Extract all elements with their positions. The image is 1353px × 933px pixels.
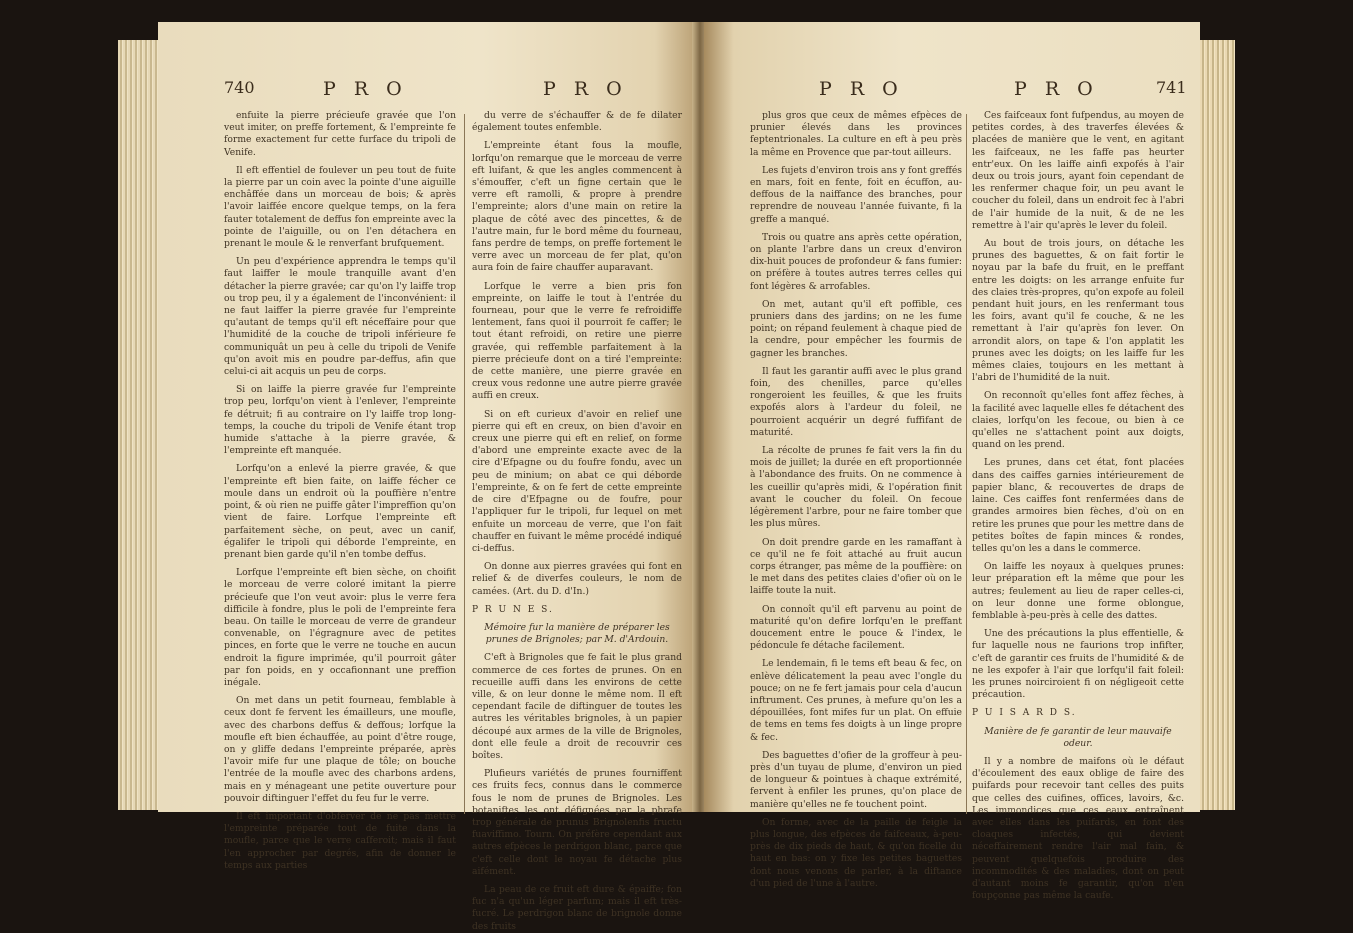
paragraph: Il y a nombre de maifons où le défaut d'écoulement des eaux oblige de faire des puifards pour recevoir tant celles des puits que celles des cuifines, offices, lavoirs, &c. Les immondices que ces eaux entraînent avec elles dans les puifards, en font des cloaques infectés, qui devient néceffairement rendre l'air mal fain, & peuvent quelquefois produire des incommodités & des maladies, dont on peut d'autant moins fe garantir, qu'on n'en foupçonne pas même la caufe. <box>972 755 1184 902</box>
paragraph: Les prunes, dans cet état, font placées dans des caiffes garnies intérieurement de papier blanc, & recouvertes de draps de laine. Ces caiffes font renfermées dans de grandes armoires bien fèches, d'où on en retire les prunes que pour les mettre dans de petites boîtes de fapin minces & rondes, telles qu'on les a dans le commerce. <box>972 457 1184 554</box>
left-page <box>158 22 698 932</box>
right-page <box>704 22 1200 902</box>
paragraph: On reconnoît qu'elles font affez fèches, à la facilité avec laquelle elles fe détachent des claies, lorfqu'on les fecoue, ou bien à ce qu'elles ne s'attachent point aux doigts, quand on les prend. <box>972 390 1184 451</box>
paragraph: P R U N E S. <box>472 604 554 615</box>
paragraph: Manière de fe garantir de leur mauvaife odeur. <box>984 725 1172 749</box>
paragraph: Si on eft curieux d'avoir en relief une pierre qui eft en creux, on bien d'avoir en creux une pierre qui eft en relief, on forme d'abord une empreinte exacte avec de la cire d'Efpagne ou du foufre fondu, avec un peu de minium; on abat ce qui déborde l'empreinte, & on fe fert de cette empreinte de cire d'Efpagne ou de foufre, pour l'appliquer fur le tripoli, fur lequel on met enfuite un morceau de verre, que l'on fait chauffer en fuivant le même procédé indiqué ci-deffus. <box>472 408 682 554</box>
left-page-header-1: P R O <box>323 78 408 100</box>
paragraph: On donne aux pierres gravées qui font en relief & de diverfes couleurs, le nom de camées. (Art. du D. d'In.) <box>472 561 682 597</box>
paragraph: On met dans un petit fourneau, femblable à ceux dont fe fervent les émailleurs, une moufle, avec des charbons deffus & deffous; lorfque la moufle eft bien échauffée, au point d'être rouge, on y gliffe dedans l'empreinte préparée, après l'avoir mife fur une plaque de tôle; on bouche l'entrée de la moufle avec des charbons ardens, mais en y ménageant une petite ouverture pour pouvoir diftinguer l'effet du feu fur le verre. <box>224 695 456 804</box>
paragraph: Des baguettes d'ofier de la groffeur à peu-près d'un tuyau de plume, d'environ un pied de longueur & pointues à chaque extrémité, fervent à enfiler les prunes, qu'on place de manière qu'elles ne fe touchent point. <box>750 749 962 810</box>
paragraph: P U I S A R D S. <box>972 708 1077 719</box>
right-page-header-1: P R O <box>819 78 904 100</box>
paragraph: Le lendemain, fi le tems eft beau & fec, on enlève délicatement la peau avec l'ongle du pouce; on ne fe fert jamais pour cela d'aucun inftrument. Ces prunes, à mefure qu'on les a dépouillées, font mifes fur un plat. On effuie de tems en tems fes doigts à un linge propre & fec. <box>750 658 962 743</box>
left-page-header-2: P R O <box>543 78 628 100</box>
right-page-column-1 <box>750 110 962 889</box>
paragraph: Mémoire fur la manière de préparer les prunes de Brignoles; par M. d'Ardouin. <box>484 621 670 646</box>
paragraph: Un peu d'expérience apprendra le temps qu'il faut laiffer le moule tranquille avant d'en détacher la pierre gravée; car qu'on l'y laiffe trop ou trop peu, il y a également de l'inconvénient: il ne faut laiffer la pierre gravée fur l'empreinte qu'autant de temps qu'il eft néceffaire pour que l'humidité de la couche de tripoli inférieure fe communiquât un peu à celle du tripoli de Venife qu'on avoit mis en poudre par-deffus, afin que celui-ci ait acquis un peu de corps. <box>224 256 456 378</box>
paragraph: Lorfqu'on a enlevé la pierre gravée, & que l'empreinte eft bien faite, on laiffe fécher ce moule dans un endroit où la pouffière n'entre point, & où rien ne puiffe gâter l'impreffion qu'on vient de faire. Lorfque l'empreinte eft parfaitement sèche, on peut, avec un canif, égalifer le tripoli qui déborde l'empreinte, en prenant bien garde qu'il n'en tombe deffus. <box>224 463 456 560</box>
paragraph: Il eft important d'obferver de ne pas mettre l'empreinte préparée tout de fuite dans la moufle, parce que le verre caſferoit; mais il faut l'en approcher par degrés, afin de donner le temps aux parties <box>224 810 456 871</box>
paragraph: Les fujets d'environ trois ans y font greffés en mars, foit en fente, foit en écuffon, au-deffous de la naiffance des branches, pour reprendre de nouveau l'année fuivante, fi la greffe a manqué. <box>750 164 962 225</box>
right-page-number: 741 <box>1156 78 1187 97</box>
paragraph: On laiffe les noyaux à quelques prunes: leur préparation eft la même que pour les autres; feulement au lieu de raper celles-ci, on leur donne une forme oblongue, femblable à-peu-près à celle des dattes. <box>972 561 1184 621</box>
paragraph: On forme, avec de la paille de feigle la plus longue, des efpèces de faifceaux, à-peu-près de dix pieds de haut, & qu'on ficelle du haut en bas: on y fixe les petites baguettes dont nous venons de parler, à la diftance d'un pied de l'une à l'autre. <box>750 816 962 889</box>
paragraph: Lorfque le verre a bien pris fon empreinte, on laiffe le tout à l'entrée du fourneau, pour que le verre fe refroidiffe lentement, fans quoi il pourroit fe caffer; le tout étant refroidi, on retire une pierre gravée, qui reffemble parfaitement à la pierre précieufe dont on a tiré l'empreinte: de cette manière, une pierre gravée en creux vous redonne une autre pierre gravée auffi en creux. <box>472 280 682 402</box>
paragraph: Une des précautions la plus effentielle, & fur laquelle nous ne faurions trop infifter, c'eft de garantir ces fruits de l'humidité & de ne les expofer à l'air que lorfqu'il fait foleil: les prunes noirciroient fi on négligeoit cette précaution. <box>972 628 1184 701</box>
paragraph: Il faut les garantir auffi avec le plus grand foin, des chenilles, parce qu'elles rongeroient les feuilles, & que les fruits expofés alors à l'ardeur du foleil, ne pourroient acquérir un degré fuffifant de maturité. <box>750 365 962 438</box>
paragraph: On connoît qu'il eft parvenu au point de maturité qu'on defire lorfqu'en le preffant doucement entre le pouce & l'index, le pédoncule fe détache facilement. <box>750 603 962 652</box>
paragraph: Trois ou quatre ans après cette opération, on plante l'arbre dans un creux d'environ dix-huit pouces de profondeur & fans fumier: on préfère à toutes autres terres celles qui font légères & arrofables. <box>750 231 962 292</box>
paragraph: Plufieurs variétés de prunes fourniffent ces fruits fecs, connus dans le commerce fous le nom de prunes de Brignoles. Les botaniftes les ont défignées par la phrafe trop générale de prunus Brignolenfis fructu fuaviffimo. Tourn. On préfère cependant aux autres efpèces le perdrigon blanc, parce que c'eft celle dont le noyau fe détache plus aifément. <box>472 768 682 877</box>
left-column-rule <box>464 114 465 814</box>
paragraph: L'empreinte étant fous la moufle, lorfqu'on remarque que le morceau de verre eft luifant, & que les angles commencent à s'émouffer, c'eft un figne certain que le verre eft ramolli, & propre à prendre l'empreinte; alors d'une main on retire la plaque de côté avec des pincettes, & de l'autre main, fur le bord même du fourneau, fans perdre de temps, on preffe fortement le verre avec un morceau de fer plat, qu'on aura foin de faire chauffer auparavant. <box>472 140 682 274</box>
left-page-number: 740 <box>224 78 255 97</box>
right-page-column-2 <box>972 110 1184 902</box>
paragraph: Au bout de trois jours, on détache les prunes des baguettes, & on fait fortir le noyau par la bafe du fruit, en le preffant entre les doigts: on les arrange enfuite fur des claies très-propres, qu'on expofe au foleil pendant huit jours, en les renfermant tous les foirs, avant qu'il fe couche, & ne les remettant à l'air qu'après fon lever. On arrondit alors, on tape & l'on applatit les prunes avec les doigts; on les laiffe fur les mêmes claies, toujours en les mettant à l'abri de l'humidité de la nuit. <box>972 238 1184 384</box>
paragraph: On met, autant qu'il eft poffible, ces pruniers dans des jardins; on ne les fume point; on répand feulement à chaque pied de la cendre, pour empêcher les fourmis de gagner les branches. <box>750 298 962 359</box>
paragraph: On doit prendre garde en les ramaffant à ce qu'il ne fe foit attaché au fruit aucun corps étranger, pas même de la pouffière: on le met dans des petites claies d'ofier où on le laiffe toute la nuit. <box>750 536 962 597</box>
paragraph: Lorfque l'empreinte eft bien sèche, on choifit le morceau de verre coloré imitant la pierre précieufe que l'on veut avoir: plus le verre fera difficile à fondre, plus le poli de l'empreinte fera beau. On taille le morceau de verre de grandeur convenable, on l'égragnure avec de petites pinces, en forte que le verre ne touche en aucun endroit la figure imprimée, qu'il pourroit gâter par fon poids, en y occafionnant une preffion inégale. <box>224 567 456 688</box>
right-column-rule <box>966 114 967 814</box>
paragraph: Ces faifceaux font fufpendus, au moyen de petites cordes, à des traverfes élevées & placées de manière que le vent, en agitant les faifceaux, ne les faffe pas heurter entr'eux. On les laiffe ainfi expofés à l'air deux ou trois jours, ayant foin cependant de les renfermer chaque foir, un peu avant le coucher du foleil, dans un endroit fec à l'abri de l'air humide de la nuit, & de ne les remettre à l'air qu'après le lever du foleil. <box>972 110 1184 231</box>
paragraph: Il eft effentiel de foulever un peu tout de fuite la pierre par un coin avec la pointe d'une aiguille enchâffée dans un morceau de bois; & après l'avoir laiffée encore quelque temps, on la fera fauter totalement de deffus fon empreinte avec la pointe de l'aiguille, ou on l'en détachera en prenant le moule & le renverfant brufquement. <box>224 164 456 250</box>
left-page-column-2 <box>472 110 682 932</box>
paragraph: C'eft à Brignoles que fe fait le plus grand commerce de ces fortes de prunes. On en recueille auffi dans les environs de cette ville, & on leur donne le même nom. Il eft cependant facile de diftinguer de toutes les autres les véritables brignoles, à un papier découpé aux armes de la ville de Brignoles, dont elle feule a droit de recouvrir ces boîtes. <box>472 652 682 761</box>
right-page-header-2: P R O <box>1014 78 1099 100</box>
paragraph: Si on laiffe la pierre gravée fur l'empreinte trop peu, lorfqu'on vient à l'enlever, l'empreinte fe détruit; fi au contraire on l'y laiffe trop long-temps, la couche du tripoli de Venife étant trop humide s'attache à la pierre gravée, & l'empreinte eft manquée. <box>224 384 456 457</box>
paragraph: du verre de s'échauffer & de fe dilater également toutes enfemble. <box>472 110 682 134</box>
left-page-column-1 <box>224 110 456 871</box>
paragraph: enfuite la pierre précieufe gravée que l'on veut imiter, on preffe fortement, & l'empreinte fe forme exactement fur cette furface du tripoli de Venife. <box>224 110 456 158</box>
paragraph: plus gros que ceux de mêmes efpèces de prunier élevés dans les provinces feptentrionales. La culture en eft à peu près la même en Provence que par-tout ailleurs. <box>750 110 962 158</box>
paragraph: La peau de ce fruit eft dure & épaiffe; fon fuc n'a qu'un léger parfum; mais il eft très-fucré. Le perdrigon blanc de brignole donne des fruits <box>472 883 682 932</box>
paragraph: La récolte de prunes fe fait vers la fin du mois de juillet; la durée en eft proportionnée à l'abondance des fruits. On ne commence à les cueillir qu'après midi, & l'opération finit avant le coucher du foleil. On fecoue légèrement l'arbre, pour ne faire tomber que les plus mûres. <box>750 445 962 530</box>
